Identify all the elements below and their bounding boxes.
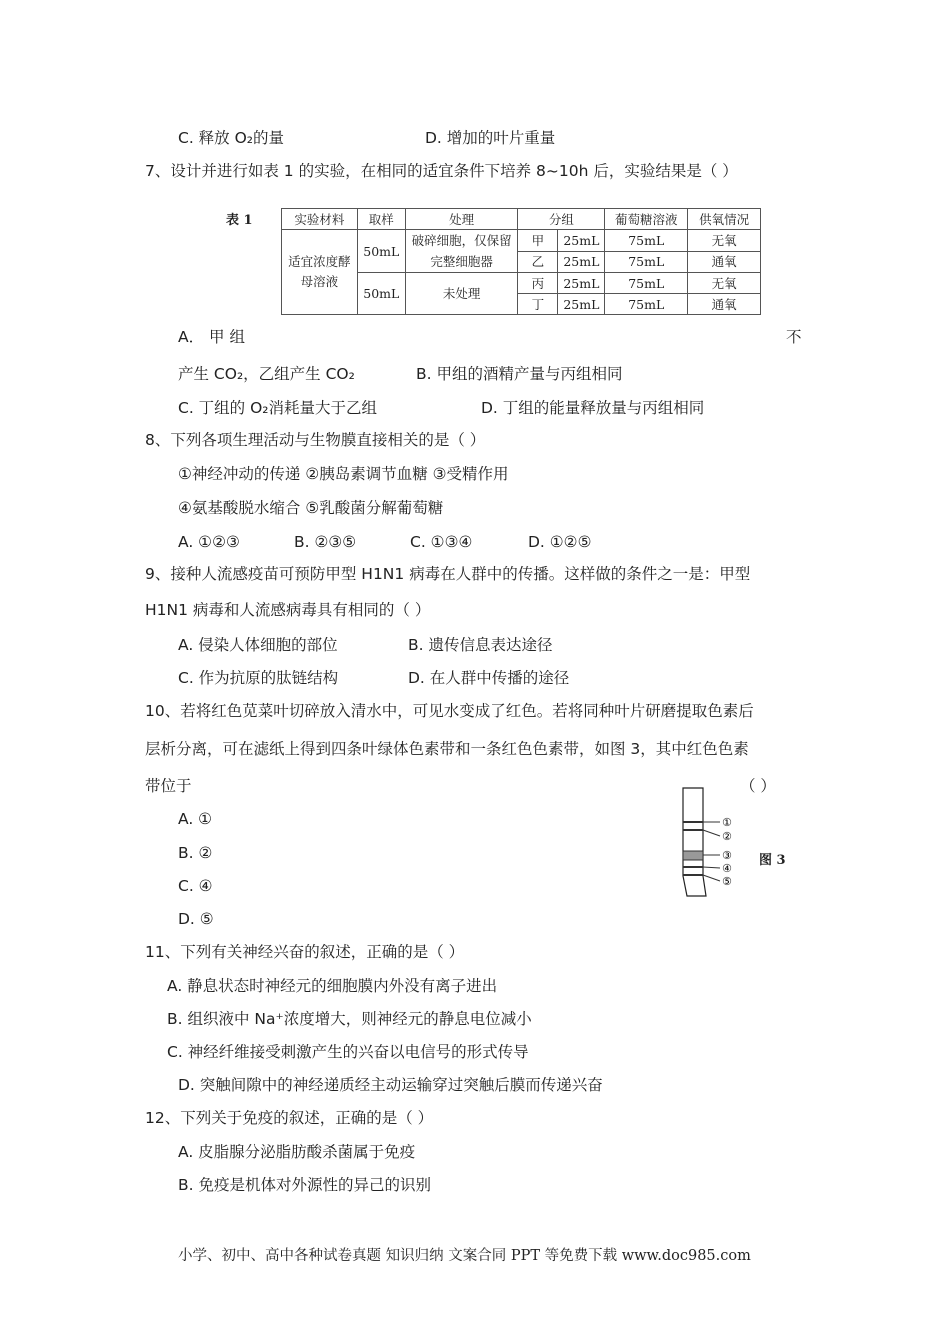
- q9-option-d: D. 在人群中传播的途径: [408, 669, 570, 687]
- table-row: [282, 230, 761, 252]
- figure-label-5: ⑤: [722, 875, 732, 888]
- q7-option-c: C. 丁组的 O₂消耗量大于乙组: [178, 399, 378, 417]
- cell-oxygen: 通氧: [688, 294, 761, 315]
- q11-option-c: C. 神经纤维接受刺激产生的兴奋以电信号的形式传导: [167, 1043, 529, 1061]
- figure-caption: 图 3: [759, 853, 786, 868]
- q8-option-b: B. ②③⑤: [294, 533, 357, 551]
- cell-treatment-1: 破碎细胞，仅保留完整细胞器: [405, 230, 518, 273]
- cell-treatment-2: 未处理: [405, 273, 518, 315]
- q11-option-a: A. 静息状态时神经元的细胞膜内外没有离子进出: [167, 977, 498, 995]
- q9-option-a: A. 侵染人体细胞的部位: [178, 636, 338, 654]
- q11-option-d: D. 突触间隙中的神经递质经主动运输穿过突触后膜而传递兴奋: [178, 1076, 603, 1094]
- cell-group: 甲: [518, 230, 558, 252]
- chromatography-figure: [676, 784, 786, 904]
- q7-option-a-part1: A． 甲 组: [178, 328, 245, 346]
- cell-glucose: 75mL: [605, 251, 688, 273]
- cell-group: 丙: [518, 273, 558, 294]
- q11-option-b: B. 组织液中 Na⁺浓度增大，则神经元的静息电位减小: [167, 1010, 532, 1028]
- cell-group: 乙: [518, 251, 558, 273]
- header-oxygen: 供氧情况: [688, 209, 761, 230]
- cell-volume: 25mL: [558, 273, 605, 294]
- q10-stem-line2: 层析分离，可在滤纸上得到四条叶绿体色素带和一条红色色素带，如图 3，其中红色色素: [145, 740, 749, 758]
- q11-stem: 11、下列有关神经兴奋的叙述，正确的是（ ）: [145, 943, 465, 961]
- cell-volume: 25mL: [558, 294, 605, 315]
- q8-option-a: A. ①②③: [178, 533, 240, 551]
- figure-label-4: ④: [722, 862, 732, 875]
- cell-glucose: 75mL: [605, 273, 688, 294]
- cell-glucose: 75mL: [605, 230, 688, 252]
- table-label: 表 1: [226, 213, 253, 228]
- q10-option-a: A. ①: [178, 810, 213, 828]
- q10-option-b: B. ②: [178, 844, 213, 862]
- cell-oxygen: 无氧: [688, 273, 761, 294]
- q8-items-line2: ④氨基酸脱水缩合 ⑤乳酸菌分解葡萄糖: [178, 499, 444, 517]
- footer-download-link[interactable]: 小学、初中、高中各种试卷真题 知识归纳 文案合同 PPT 等免费下载 www.doc985.com: [178, 1248, 751, 1264]
- cell-glucose: 75mL: [605, 294, 688, 315]
- cell-volume: 25mL: [558, 230, 605, 252]
- experiment-table: [281, 208, 761, 315]
- header-glucose: 葡萄糖溶液: [605, 209, 688, 230]
- paper-strip: [683, 788, 706, 896]
- header-sample: 取样: [357, 209, 405, 230]
- header-treatment: 处理: [405, 209, 518, 230]
- figure-label-3: ③: [722, 849, 732, 862]
- header-group: 分组: [518, 209, 605, 230]
- q12-option-a: A. 皮脂腺分泌脂肪酸杀菌属于免疫: [178, 1143, 416, 1161]
- cell-group: 丁: [518, 294, 558, 315]
- q7-option-a-part2: 不: [786, 328, 802, 346]
- leader-line-5: [703, 875, 720, 881]
- q8-stem: 8、下列各项生理活动与生物膜直接相关的是（ ）: [145, 431, 486, 449]
- q10-answer-paren: （ ）: [740, 777, 776, 795]
- header-material: 实验材料: [282, 209, 358, 230]
- leader-line-2: [703, 830, 720, 836]
- q9-stem-line1: 9、接种人流感疫苗可预防甲型 H1N1 病毒在人群中的传播。这样做的条件之一是：甲型: [145, 565, 751, 583]
- q12-option-b: B. 免疫是机体对外源性的异己的识别: [178, 1176, 431, 1194]
- q7-stem: 7、设计并进行如表 1 的实验，在相同的适宜条件下培养 8~10h 后，实验结果是（ ）: [145, 162, 738, 180]
- cell-sample-1: 50mL: [357, 230, 405, 273]
- q12-stem: 12、下列关于免疫的叙述，正确的是（ ）: [145, 1109, 434, 1127]
- q8-items-line1: ①神经冲动的传递 ②胰岛素调节血糖 ③受精作用: [178, 465, 509, 483]
- cell-volume: 25mL: [558, 251, 605, 273]
- q10-stem-line1: 10、若将红色苋菜叶切碎放入清水中，可见水变成了红色。若将同种叶片研磨提取色素后: [145, 702, 754, 720]
- cell-sample-2: 50mL: [357, 273, 405, 315]
- q10-stem-line3: 带位于: [145, 777, 192, 795]
- q7-option-d: D. 丁组的能量释放量与丙组相同: [481, 399, 705, 417]
- q7-option-b: B. 甲组的酒精产量与丙组相同: [416, 365, 623, 383]
- cell-material: 适宜浓度酵母溶液: [282, 230, 358, 315]
- q8-option-c: C. ①③④: [410, 533, 473, 551]
- q10-option-c: C. ④: [178, 877, 213, 895]
- cell-oxygen: 通氧: [688, 251, 761, 273]
- q6-option-c: C. 释放 O₂的量: [178, 129, 285, 147]
- q10-option-d: D. ⑤: [178, 910, 214, 928]
- cell-oxygen: 无氧: [688, 230, 761, 252]
- q6-option-d: D. 增加的叶片重量: [425, 129, 556, 147]
- q7-option-a-part3: 产生 CO₂，乙组产生 CO₂: [178, 365, 355, 383]
- figure-label-2: ②: [722, 830, 732, 843]
- q9-option-c: C. 作为抗原的肽链结构: [178, 669, 339, 687]
- leader-line-4: [703, 867, 720, 868]
- q9-option-b: B. 遗传信息表达途径: [408, 636, 553, 654]
- q8-option-d: D. ①②⑤: [528, 533, 592, 551]
- q9-stem-line2: H1N1 病毒和人流感病毒具有相同的（ ）: [145, 601, 431, 619]
- pigment-band-3: [683, 851, 703, 860]
- figure-label-1: ①: [722, 816, 732, 829]
- table-header-row: [282, 209, 761, 230]
